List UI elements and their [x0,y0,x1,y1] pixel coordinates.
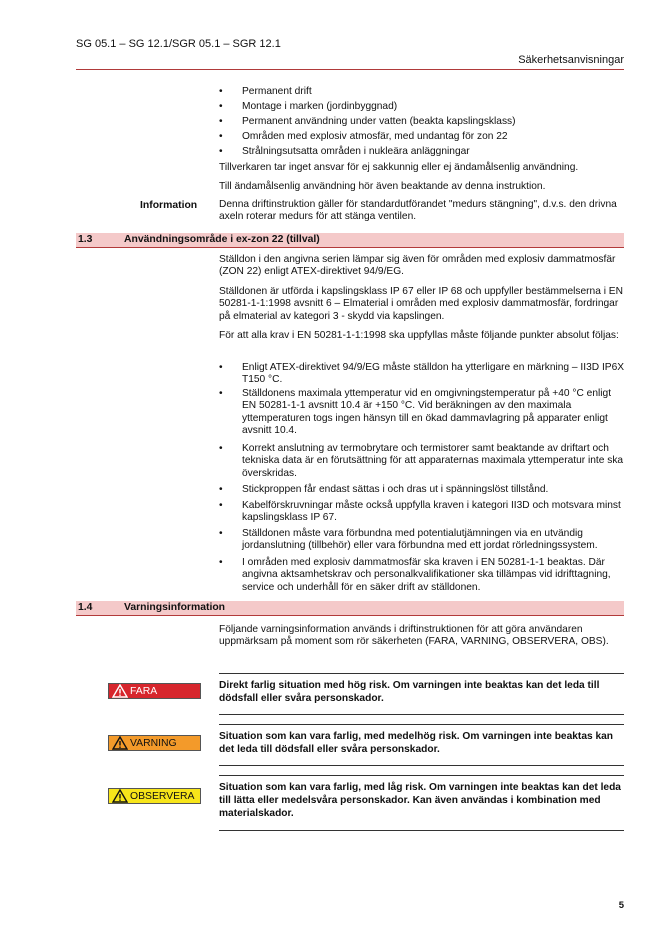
header-divider [76,69,624,70]
warning-text: Situation som kan vara farlig, med medelhög risk. Om varningen inte beaktas kan det leda till dödsfall eller svåra personskador. [219,731,614,755]
section-title: Användningsområde i ex-zon 22 (tillval) [124,234,320,245]
divider [219,830,624,831]
warning-triangle-icon [112,684,128,698]
warning-triangle-icon [112,736,128,750]
paragraph: Följande varningsinformation används i driftinstruktionen för att göra användaren uppmärksam på moment som rör säkerheten (FARA, VARNING, OBSERVERA, OBS). [219,624,609,648]
divider [219,775,624,776]
observera-badge [108,788,201,804]
divider [219,714,624,715]
fara-badge [108,683,201,699]
section-number: 1.4 [78,602,93,613]
warning-text: Direkt farlig situation med hög risk. Om varningen inte beaktas kan det leda till dödsfall eller svåra personskador. [219,680,600,704]
section-heading-1-4 [76,601,624,616]
paragraph: Till ändamålsenlig användning hör även beaktande av denna instruktion. [219,181,546,192]
divider [219,673,624,674]
section-heading-1-3 [76,233,624,248]
divider [219,724,624,725]
paragraph: Ställdonen är utförda i kapslingsklass IP 67 eller IP 68 och uppfyller bestämmelserna i EN 50281-1-1:1998 avsnitt 6 – Elmaterial i områden med explosiv dammatmosfär, fordringar på elmaterial av kategori 3 - skydd via kapslingen. [219,286,623,322]
paragraph: Ställdon i den angivna serien lämpar sig även för områden med explosiv dammatmosfär (ZON 22) enligt ATEX-direktivet 94/9/EG. [219,254,616,278]
divider [219,765,624,766]
information-label: Information [140,200,198,211]
paragraph: Tillverkaren tar inget ansvar för ej sakkunnig eller ej ändamålsenlig användning. [219,162,579,173]
warning-triangle-icon [112,789,128,803]
section-name: Säkerhetsanvisningar [518,54,624,66]
section-number: 1.3 [78,234,93,245]
varning-badge [108,735,201,751]
badge-label: FARA [130,685,158,697]
section-title: Varningsinformation [124,602,226,613]
paragraph: För att alla krav i EN 50281-1-1:1998 ska uppfyllas måste följande punkter absolut följas: [219,330,619,341]
document-code: SG 05.1 – SG 12.1/SGR 05.1 – SGR 12.1 [76,38,281,50]
badge-label: OBSERVERA [130,790,195,802]
page-number: 5 [618,900,624,911]
warning-text: Situation som kan vara farlig, med låg risk. Om varningen inte beaktas kan det leda till lätta eller medelsvåra personskador. Kan även användas i kombination med materialskador. [219,782,621,819]
badge-label: VARNING [130,737,177,749]
information-text: Denna driftinstruktion gäller för standardutförandet "medurs stängning", d.v.s. den drivna axeln roterar medurs för att stänga ventilen. [219,199,617,223]
